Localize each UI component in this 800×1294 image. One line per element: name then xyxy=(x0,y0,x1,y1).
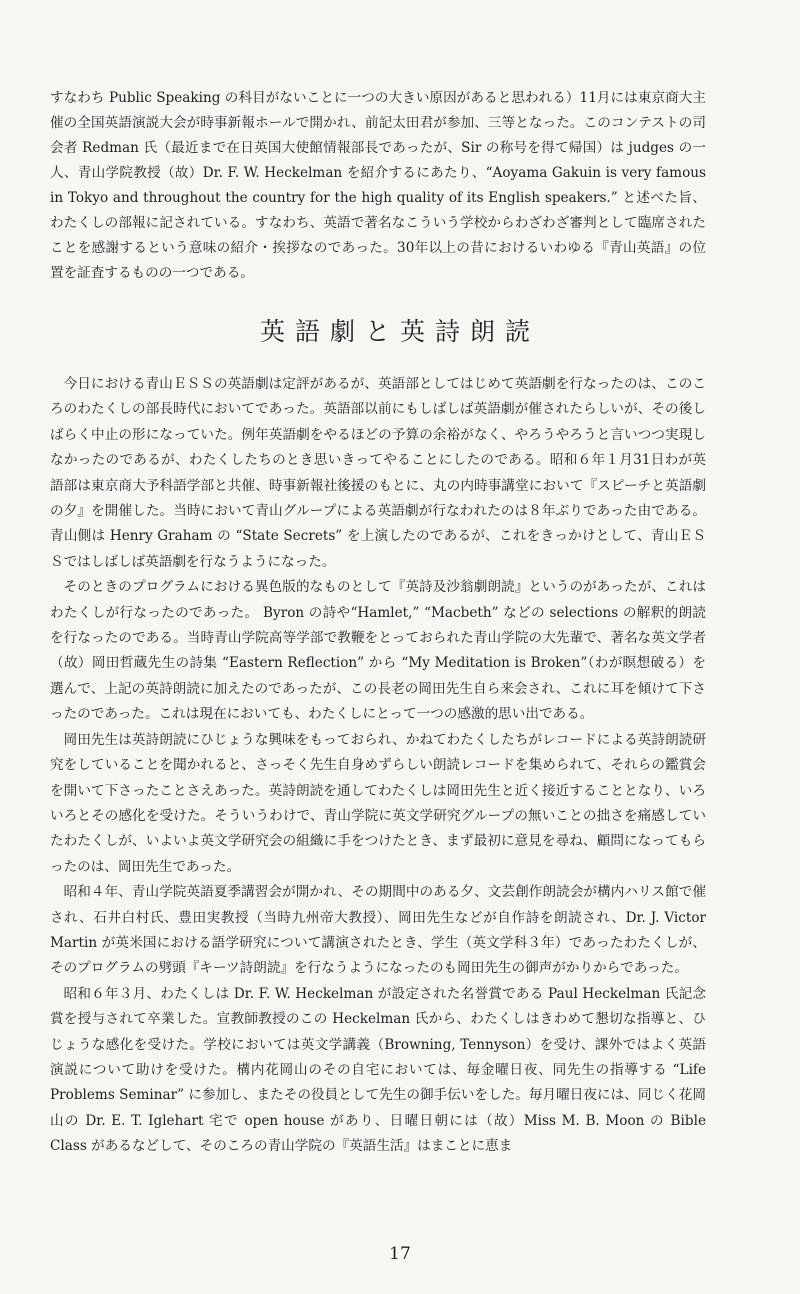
page-number: 17 xyxy=(389,1244,411,1264)
body-paragraph: 昭和６年３月、わたくしは Dr. F. W. Heckelman が設定された名誉賞である Paul Heckelman 氏記念賞を授与されて卒業した。宣教師教授のこの Heckelman 氏から、わたくしはきわめて懇切な指導と、ひじょうな感化を受けた。学校においては英文学講義（Browning, Tennyson）を受け、課外ではよく英語演説について助けを受けた。構内花岡山のその自宅においては、毎金曜日夜、同先生の指導する “Life Problems Seminar” に参加し、またその役員として先生の御手伝いをした。毎月曜日夜には、同じく花岡山の Dr. E. T. Iglehart 宅で open house があり、日曜日朝には（故）Miss M. B. Moon の Bible Class があるなどして、そのころの青山学院の『英語生活』はまことに恵ま xyxy=(50,985,706,1155)
section-heading: 英語劇と英詩朗読 xyxy=(259,317,540,346)
intro-paragraph: すなわち Public Speaking の科目がないことに一つの大きい原因があると思われる）11月には東京商大主催の全国英語演説大会が時事新報ホールで開かれ、前記太田君が参加、三等となった。このコンテストの司会者 Redman 氏（最近まで在日英国大使館情報部長であったが、Sir の称号を得て帰国）は judges の一人、青山学院教授（故）Dr. F. W. Heckelman を紹介するにあたり、“Aoyama Gakuin is very famous in Tokyo and throughout the country for the high quality of its English speakers.” と述べた旨、わたくしの部報に記されている。すなわち、英語で著名なこういう学校からわざわざ審判として臨席されたことを感謝するという意味の紹介・挨拶なのであった。30年以上の昔におけるいわゆる『青山英語』の位置を証査するものの一つである。 xyxy=(50,90,706,281)
body-paragraph: そのときのプログラムにおける異色版的なものとして『英詩及沙翁劇朗読』というのがあったが、これはわたくしが行なったのであった。 Byron の詩や“Hamlet,” “Macbeth” などの selections の解釈的朗読を行なったのである。当時青山学院高等学部で教鞭をとっておられた青山学院の大先輩で、著名な英文学者（故）岡田哲蔵先生の詩集 “Eastern Reflection” から “My Meditation is Broken”（わが瞑想破る）を選んで、上記の英詩朗読に加えたのであったが、この長老の岡田先生自ら来会され、これに耳を傾けて下さったのであった。これは現在においても、わたくしにとって一つの感激的思い出である。 xyxy=(50,579,706,723)
body-paragraph: 岡田先生は英詩朗読にひじょうな興味をもっておられ、かねてわたくしたちがレコードによる英詩朗読研究をしていることを聞かれると、さっそく先生自身めずらしい朗読レコードを集められて、それらの鑑賞会を開いて下さったことさえあった。英詩朗読を通してわたくしは岡田先生と近く接近することとなり、いろいろとその感化を受けた。そういうわけで、青山学院に英文学研究グループの無いことの拙さを痛感していたわたくしが、いよいよ英文学研究会の組織に手をつけたとき、まず最初に意見を尋ね、顧問になってもらったのは、岡田先生であった。 xyxy=(50,731,706,875)
body-paragraph: 昭和４年、青山学院英語夏季講習会が開かれ、その期間中のある夕、文芸創作朗読会が構内ハリス館で催され、石井白村氏、豊田実教授（当時九州帝大教授）、岡田先生などが自作詩を朗読され、Dr. J. Victor Martin が英米国における語学研究について講演されたとき、学生（英文学科３年）であったわたくしが、そのプログラムの劈頭『キーツ詩朗読』を行なうようになったのも岡田先生の御声がかりからであった。 xyxy=(50,884,706,977)
body-text xyxy=(50,372,706,1160)
body-paragraph: 今日における青山ＥＳＳの英語劇は定評があるが、英語部としてはじめて英語劇を行なったのは、このころのわたくしの部長時代においてであった。英語部以前にもしばしば英語劇が催されたらしいが、その後しばらく中止の形になっていた。例年英語劇をやるほどの予算の余裕がなく、やろうやろうと言いつつ実現しなかったのであるが、わたくしたちのとき思いきってやることにしたのである。昭和６年１月31日わが英語部は東京商大予科語学部と共催、時事新報社後援のもとに、丸の内時事講堂において『スピーチと英語劇の夕』を開催した。当時において青山グループによる英語劇が行なわれたのは８年ぶりであった由である。青山側は Henry Graham の “State Secrets” を上演したのであるが、これをきっかけとして、青山ＥＳＳではしばしば英語劇を行なうようになった。 xyxy=(50,376,706,570)
